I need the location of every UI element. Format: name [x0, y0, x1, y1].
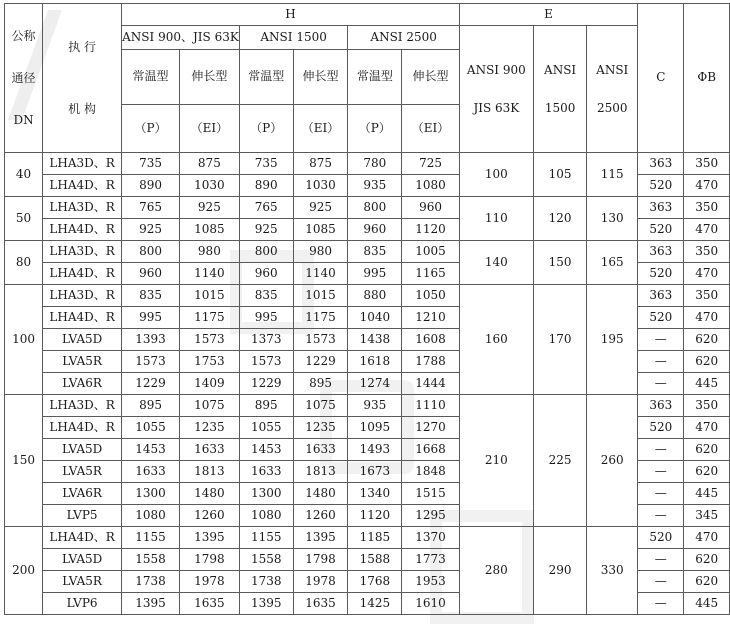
h-value-cell: 995: [239, 307, 293, 329]
h-value-cell: 800: [348, 197, 402, 219]
h-value-cell: 935: [348, 395, 402, 417]
h-value-cell: 1773: [402, 549, 460, 571]
h-value-cell: 1015: [179, 285, 239, 307]
e-value-cell: 130: [587, 197, 638, 241]
h-value-cell: 725: [402, 153, 460, 175]
h-value-cell: 835: [122, 285, 180, 307]
h-value-cell: 1080: [239, 505, 293, 527]
table-row: [5, 395, 730, 417]
h-value-cell: 1155: [122, 527, 180, 549]
e-col-ansi1500: [533, 26, 587, 153]
e-value-cell: 260: [587, 395, 638, 527]
h-value-cell: 1635: [293, 593, 348, 615]
h-value-cell: 1260: [293, 505, 348, 527]
code-ei-1: （EⅠ）: [179, 105, 239, 153]
code-ei-3: （EⅠ）: [402, 105, 460, 153]
fb-value-cell: 470: [684, 307, 730, 329]
e-value-cell: 140: [459, 241, 533, 285]
h-value-cell: 1768: [348, 571, 402, 593]
actuator-cell: LVA6R: [43, 483, 122, 505]
fb-value-cell: 345: [684, 505, 730, 527]
h-value-cell: 1085: [179, 219, 239, 241]
h-value-cell: 1813: [179, 461, 239, 483]
c-value-cell: —: [638, 505, 684, 527]
e-value-cell: 115: [587, 153, 638, 197]
e-value-cell: 225: [533, 395, 587, 527]
h-value-cell: 1738: [122, 571, 180, 593]
h-value-cell: 1030: [293, 175, 348, 197]
h-value-cell: 800: [239, 241, 293, 263]
fb-value-cell: 470: [684, 527, 730, 549]
e-value-cell: 120: [533, 197, 587, 241]
h-value-cell: 1480: [293, 483, 348, 505]
h-value-cell: 1085: [293, 219, 348, 241]
h-value-cell: 1155: [239, 527, 293, 549]
group-h-header: H: [122, 4, 460, 26]
c-value-cell: 363: [638, 395, 684, 417]
h-value-cell: 1633: [179, 439, 239, 461]
h-value-cell: 800: [122, 241, 180, 263]
h-value-cell: 925: [122, 219, 180, 241]
h-value-cell: 735: [122, 153, 180, 175]
h-value-cell: 1618: [348, 351, 402, 373]
actuator-cell: LVA5D: [43, 439, 122, 461]
table-row: [5, 153, 730, 175]
actuator-cell: LHA3D、R: [43, 197, 122, 219]
h-value-cell: 1229: [239, 373, 293, 395]
c-value-cell: —: [638, 373, 684, 395]
h-value-cell: 1235: [179, 417, 239, 439]
e-col-ansi1500-line1: ANSI: [544, 63, 577, 77]
c-value-cell: 520: [638, 175, 684, 197]
dn-cell: 150: [5, 395, 43, 527]
actuator-cell: LHA4D、R: [43, 175, 122, 197]
h-value-cell: 1050: [402, 285, 460, 307]
h-value-cell: 1438: [348, 329, 402, 351]
h-value-cell: 1633: [239, 461, 293, 483]
h-value-cell: 1444: [402, 373, 460, 395]
table-row: [5, 241, 730, 263]
actuator-cell: LHA4D、R: [43, 307, 122, 329]
h-value-cell: 935: [348, 175, 402, 197]
h-value-cell: 1120: [348, 505, 402, 527]
c-value-cell: 520: [638, 417, 684, 439]
h-value-cell: 960: [348, 219, 402, 241]
dn-cell: 80: [5, 241, 43, 285]
spec-table-container: [4, 3, 730, 615]
h-value-cell: 1453: [122, 439, 180, 461]
c-value-cell: 520: [638, 263, 684, 285]
actuator-cell: LHA4D、R: [43, 417, 122, 439]
fb-value-cell: 470: [684, 417, 730, 439]
dn-cell: 50: [5, 197, 43, 241]
dn-cell: 100: [5, 285, 43, 395]
actuator-cell: LVA5R: [43, 351, 122, 373]
c-value-cell: —: [638, 593, 684, 615]
actuator-cell: LHA3D、R: [43, 153, 122, 175]
actuator-header: [43, 4, 122, 153]
h-value-cell: 1558: [239, 549, 293, 571]
e-value-cell: 110: [459, 197, 533, 241]
type-normal-3: 常温型: [348, 50, 402, 105]
h-value-cell: 980: [293, 241, 348, 263]
h-value-cell: 1673: [348, 461, 402, 483]
h-value-cell: 1493: [348, 439, 402, 461]
fb-value-cell: 350: [684, 153, 730, 175]
c-value-cell: 520: [638, 527, 684, 549]
h-value-cell: 1165: [402, 263, 460, 285]
h-value-cell: 890: [239, 175, 293, 197]
h-value-cell: 1030: [179, 175, 239, 197]
h-value-cell: 1573: [239, 351, 293, 373]
e-value-cell: 195: [587, 285, 638, 395]
code-p-1: （P）: [122, 105, 180, 153]
actuator-label-1: 执 行: [68, 40, 97, 54]
actuator-cell: LHA4D、R: [43, 527, 122, 549]
h-value-cell: 1573: [179, 329, 239, 351]
c-value-cell: 520: [638, 307, 684, 329]
h-value-cell: 1210: [402, 307, 460, 329]
h-value-cell: 1610: [402, 593, 460, 615]
e-value-cell: 105: [533, 153, 587, 197]
actuator-cell: LHA3D、R: [43, 241, 122, 263]
fb-value-cell: 620: [684, 461, 730, 483]
h-value-cell: 1633: [293, 439, 348, 461]
h-value-cell: 1185: [348, 527, 402, 549]
actuator-cell: LVP5: [43, 505, 122, 527]
h-value-cell: 1055: [239, 417, 293, 439]
h-value-cell: 1813: [293, 461, 348, 483]
fb-value-cell: 445: [684, 593, 730, 615]
fb-value-cell: 445: [684, 373, 730, 395]
h-value-cell: 995: [348, 263, 402, 285]
e-col-ansi900: [459, 26, 533, 153]
table-row: [5, 527, 730, 549]
h-value-cell: 735: [239, 153, 293, 175]
c-value-cell: —: [638, 329, 684, 351]
c-value-cell: 363: [638, 153, 684, 175]
actuator-cell: LVP6: [43, 593, 122, 615]
fb-value-cell: 620: [684, 549, 730, 571]
fb-header: ΦB: [684, 4, 730, 153]
e-value-cell: 210: [459, 395, 533, 527]
h-value-cell: 1140: [179, 263, 239, 285]
h-value-cell: 1235: [293, 417, 348, 439]
e-value-cell: 160: [459, 285, 533, 395]
h-value-cell: 1480: [179, 483, 239, 505]
fb-value-cell: 620: [684, 351, 730, 373]
h-value-cell: 1608: [402, 329, 460, 351]
h-value-cell: 1978: [179, 571, 239, 593]
table-body: [5, 153, 730, 615]
table-row: [5, 197, 730, 219]
h-value-cell: 1633: [122, 461, 180, 483]
type-normal-1: 常温型: [122, 50, 180, 105]
h-value-cell: 1573: [122, 351, 180, 373]
h-sub-ansi900-jis63k: ANSI 900、JIS 63K: [122, 26, 240, 50]
c-value-cell: —: [638, 571, 684, 593]
h-value-cell: 1425: [348, 593, 402, 615]
h-value-cell: 925: [293, 197, 348, 219]
h-value-cell: 1848: [402, 461, 460, 483]
h-value-cell: 1738: [239, 571, 293, 593]
h-value-cell: 1340: [348, 483, 402, 505]
dn-label-3: DN: [13, 113, 34, 127]
c-value-cell: —: [638, 483, 684, 505]
e-col-ansi2500-line2: 2500: [596, 101, 628, 115]
h-value-cell: 960: [402, 197, 460, 219]
actuator-cell: LHA3D、R: [43, 395, 122, 417]
e-value-cell: 150: [533, 241, 587, 285]
h-value-cell: 1015: [293, 285, 348, 307]
h-value-cell: 1175: [293, 307, 348, 329]
h-value-cell: 1393: [122, 329, 180, 351]
h-value-cell: 1300: [122, 483, 180, 505]
h-value-cell: 1370: [402, 527, 460, 549]
h-value-cell: 1300: [239, 483, 293, 505]
h-value-cell: 960: [239, 263, 293, 285]
type-normal-2: 常温型: [239, 50, 293, 105]
dn-label-2: 通径: [11, 71, 36, 85]
c-header: C: [638, 4, 684, 153]
h-value-cell: 835: [348, 241, 402, 263]
h-value-cell: 1573: [293, 329, 348, 351]
h-value-cell: 925: [239, 219, 293, 241]
e-value-cell: 290: [533, 527, 587, 615]
h-value-cell: 1005: [402, 241, 460, 263]
h-value-cell: 1453: [239, 439, 293, 461]
h-value-cell: 1798: [293, 549, 348, 571]
h-value-cell: 1229: [122, 373, 180, 395]
h-value-cell: 1120: [402, 219, 460, 241]
e-col-ansi900-line1: ANSI 900: [466, 63, 526, 77]
e-value-cell: 165: [587, 241, 638, 285]
actuator-cell: LVA5R: [43, 571, 122, 593]
h-value-cell: 1798: [179, 549, 239, 571]
h-value-cell: 780: [348, 153, 402, 175]
h-value-cell: 1373: [239, 329, 293, 351]
h-value-cell: 1409: [179, 373, 239, 395]
h-value-cell: 995: [122, 307, 180, 329]
h-value-cell: 1753: [179, 351, 239, 373]
fb-value-cell: 350: [684, 197, 730, 219]
h-value-cell: 1788: [402, 351, 460, 373]
h-sub-ansi2500: ANSI 2500: [348, 26, 459, 50]
e-col-ansi2500-line1: ANSI: [596, 63, 629, 77]
h-value-cell: 875: [179, 153, 239, 175]
h-value-cell: 1080: [122, 505, 180, 527]
c-value-cell: —: [638, 351, 684, 373]
e-value-cell: 330: [587, 527, 638, 615]
e-col-ansi2500: [587, 26, 638, 153]
h-value-cell: 980: [179, 241, 239, 263]
c-value-cell: —: [638, 549, 684, 571]
actuator-cell: LVA5R: [43, 461, 122, 483]
dimension-spec-table: [4, 3, 730, 615]
fb-value-cell: 620: [684, 329, 730, 351]
dn-cell: 200: [5, 527, 43, 615]
h-value-cell: 1588: [348, 549, 402, 571]
group-e-header: E: [459, 4, 637, 26]
actuator-label-2: 机 构: [68, 102, 97, 116]
fb-value-cell: 620: [684, 571, 730, 593]
h-value-cell: 1558: [122, 549, 180, 571]
e-value-cell: 280: [459, 527, 533, 615]
h-value-cell: 1635: [179, 593, 239, 615]
h-value-cell: 1295: [402, 505, 460, 527]
actuator-cell: LHA4D、R: [43, 219, 122, 241]
h-value-cell: 1140: [293, 263, 348, 285]
c-value-cell: 363: [638, 285, 684, 307]
h-value-cell: 1075: [293, 395, 348, 417]
c-value-cell: —: [638, 461, 684, 483]
type-ext-1: 伸长型: [179, 50, 239, 105]
h-value-cell: 1040: [348, 307, 402, 329]
actuator-cell: LVA6R: [43, 373, 122, 395]
h-value-cell: 890: [122, 175, 180, 197]
h-value-cell: 960: [122, 263, 180, 285]
h-value-cell: 875: [293, 153, 348, 175]
e-col-ansi900-line2: JIS 63K: [473, 101, 520, 115]
fb-value-cell: 350: [684, 285, 730, 307]
h-value-cell: 765: [239, 197, 293, 219]
h-value-cell: 1274: [348, 373, 402, 395]
h-value-cell: 765: [122, 197, 180, 219]
h-value-cell: 1668: [402, 439, 460, 461]
e-value-cell: 100: [459, 153, 533, 197]
h-value-cell: 1075: [179, 395, 239, 417]
h-value-cell: 895: [122, 395, 180, 417]
fb-value-cell: 470: [684, 219, 730, 241]
h-value-cell: 1260: [179, 505, 239, 527]
actuator-cell: LHA3D、R: [43, 285, 122, 307]
h-value-cell: 1953: [402, 571, 460, 593]
dn-label-1: 公称: [11, 29, 36, 43]
h-value-cell: 835: [239, 285, 293, 307]
actuator-cell: LVA5D: [43, 549, 122, 571]
code-ei-2: （EⅠ）: [293, 105, 348, 153]
h-value-cell: 1395: [179, 527, 239, 549]
fb-value-cell: 350: [684, 241, 730, 263]
type-ext-3: 伸长型: [402, 50, 460, 105]
c-value-cell: 363: [638, 241, 684, 263]
h-value-cell: 1175: [179, 307, 239, 329]
h-value-cell: 1110: [402, 395, 460, 417]
h-value-cell: 880: [348, 285, 402, 307]
e-value-cell: 170: [533, 285, 587, 395]
h-value-cell: 1055: [122, 417, 180, 439]
c-value-cell: 520: [638, 219, 684, 241]
h-value-cell: 925: [179, 197, 239, 219]
code-p-2: （P）: [239, 105, 293, 153]
code-p-3: （P）: [348, 105, 402, 153]
dn-cell: 40: [5, 153, 43, 197]
actuator-cell: LVA5D: [43, 329, 122, 351]
h-value-cell: 1395: [293, 527, 348, 549]
h-value-cell: 1095: [348, 417, 402, 439]
h-sub-ansi1500: ANSI 1500: [239, 26, 348, 50]
dn-header: [5, 4, 43, 153]
table-row: [5, 285, 730, 307]
h-value-cell: 1080: [402, 175, 460, 197]
fb-value-cell: 470: [684, 263, 730, 285]
h-value-cell: 895: [239, 395, 293, 417]
fb-value-cell: 620: [684, 439, 730, 461]
type-ext-2: 伸长型: [293, 50, 348, 105]
h-value-cell: 1270: [402, 417, 460, 439]
fb-value-cell: 470: [684, 175, 730, 197]
h-value-cell: 1515: [402, 483, 460, 505]
table-header: [5, 4, 730, 153]
h-value-cell: 1978: [293, 571, 348, 593]
c-value-cell: —: [638, 439, 684, 461]
h-value-cell: 1229: [293, 351, 348, 373]
h-value-cell: 895: [293, 373, 348, 395]
fb-value-cell: 350: [684, 395, 730, 417]
e-col-ansi1500-line2: 1500: [544, 101, 576, 115]
c-value-cell: 363: [638, 197, 684, 219]
h-value-cell: 1395: [122, 593, 180, 615]
h-value-cell: 1395: [239, 593, 293, 615]
fb-value-cell: 445: [684, 483, 730, 505]
actuator-cell: LHA4D、R: [43, 263, 122, 285]
